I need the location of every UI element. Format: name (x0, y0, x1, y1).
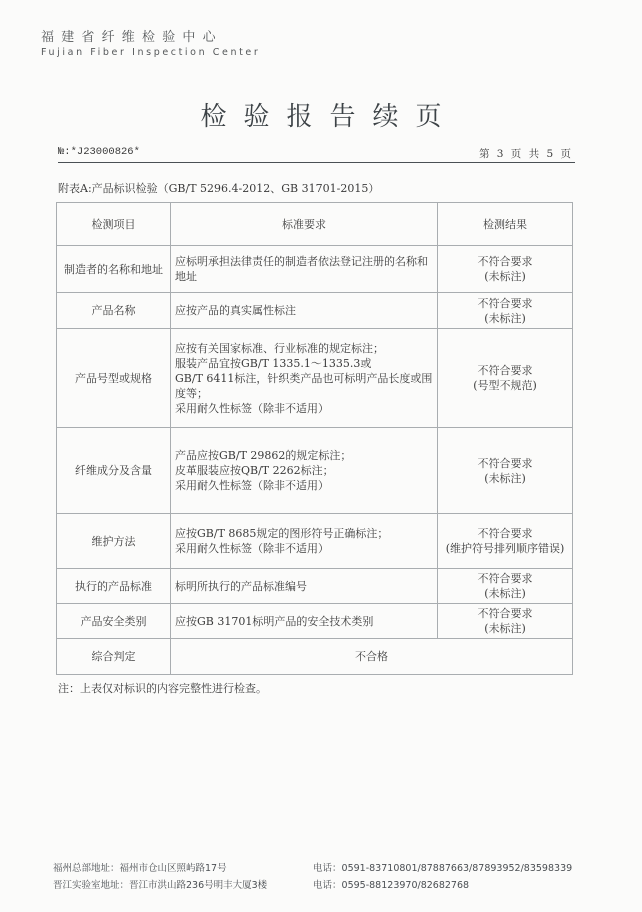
result-status: 不符合要求 (477, 296, 533, 310)
appendix-title: 附表A:产品标识检验（GB/T 5296.4-2012、GB 31701-2015） (58, 182, 380, 195)
result-reason: (未标注) (484, 587, 526, 600)
result-reason: (维护符号排列顺序错误) (445, 542, 565, 555)
table-row (57, 604, 573, 639)
result-reason: (号型不规范) (473, 379, 537, 392)
requirement-line: 产品应按GB/T 29862的规定标注； (175, 449, 352, 462)
table-row (57, 329, 573, 428)
table-note: 注：上表仅对标识的内容完整性进行检查。 (58, 682, 267, 695)
lab-phone: 电话：0595-88123970/82682768 (313, 880, 470, 891)
table-row (57, 428, 573, 514)
seal-stamp-fragment (624, 350, 634, 470)
header-result: 检测结果 (438, 203, 573, 246)
row-requirement (171, 329, 438, 428)
verdict-label: 综合判定 (57, 639, 171, 675)
requirement-line: 应标明承担法律责任的制造者依法登记注册的名称和地址 (175, 255, 428, 283)
inspection-table (56, 202, 573, 675)
table-row (57, 514, 573, 569)
result-reason: (未标注) (484, 622, 526, 635)
table-body (57, 246, 573, 675)
result-reason: (未标注) (484, 270, 526, 283)
verdict-row (57, 639, 573, 675)
requirement-line: 应按GB 31701标明产品的安全技术类别 (175, 614, 374, 628)
result-status: 不符合要求 (477, 527, 533, 540)
row-requirement (171, 569, 438, 604)
row-requirement (171, 293, 438, 329)
page-info: 第 3 页 共 5 页 (478, 148, 573, 160)
footer-hq (53, 860, 572, 877)
header-requirement: 标准要求 (171, 203, 438, 246)
requirement-line: 应按GB/T 8685规定的图形符号正确标注； (175, 527, 389, 540)
footer-lab (53, 877, 572, 894)
row-result (438, 293, 573, 329)
org-header (41, 30, 260, 60)
row-result (438, 428, 573, 514)
hq-phone: 电话：0591-83710801/87887663/87893952/83598339 (313, 863, 573, 874)
header-item: 检测项目 (57, 203, 171, 246)
result-status: 不符合要求 (477, 572, 533, 585)
result-reason: (未标注) (484, 311, 526, 325)
result-status: 不符合要求 (477, 255, 533, 268)
row-result (438, 569, 573, 604)
table-header-row (57, 203, 573, 246)
requirement-line: 皮革服装应按QB/T 2262标注； (175, 464, 334, 477)
row-requirement (171, 428, 438, 514)
row-item: 制造者的名称和地址 (57, 246, 171, 293)
row-item: 维护方法 (57, 514, 171, 569)
requirement-line: 标明所执行的产品标准编号 (175, 579, 307, 593)
hq-address: 福州总部地址：福州市仓山区照屿路17号 (53, 863, 227, 874)
row-item: 执行的产品标准 (57, 569, 171, 604)
requirement-line: 采用耐久性标签（除非不适用） (175, 401, 329, 415)
table-row (57, 293, 573, 329)
org-name-cn: 福建省纤维检验中心 (41, 30, 223, 45)
footer (53, 860, 572, 894)
row-requirement (171, 514, 438, 569)
requirement-line: 应按有关国家标准、行业标准的规定标注； (175, 341, 384, 355)
verdict-value: 不合格 (171, 639, 573, 675)
row-item: 纤维成分及含量 (57, 428, 171, 514)
requirement-line: 服装产品宜按GB/T 1335.1～1335.3或 (175, 356, 372, 370)
result-status: 不符合要求 (477, 607, 533, 620)
row-result (438, 514, 573, 569)
row-item: 产品安全类别 (57, 604, 171, 639)
row-result (438, 246, 573, 293)
report-number: №:*J23000826* (58, 146, 140, 158)
table-row (57, 246, 573, 293)
requirement-line: 采用耐久性标签（除非不适用） (175, 479, 329, 492)
requirement-line: 采用耐久性标签（除非不适用） (175, 542, 329, 555)
row-result (438, 604, 573, 639)
requirement-line: 应按产品的真实属性标注 (175, 304, 296, 317)
result-status: 不符合要求 (477, 456, 533, 470)
page-title: 检验报告续页 (200, 102, 459, 132)
row-requirement (171, 246, 438, 293)
result-reason: (未标注) (484, 471, 526, 485)
lab-address: 晋江实验室地址：晋江市洪山路236号明丰大厦3楼 (53, 880, 268, 891)
row-result (438, 329, 573, 428)
report-number-line (58, 146, 575, 163)
row-item: 产品名称 (57, 293, 171, 329)
row-item: 产品号型或规格 (57, 329, 171, 428)
requirement-line: GB/T 6411标注，针织类产品也可标明产品长度或围度等； (175, 371, 433, 400)
result-status: 不符合要求 (477, 364, 533, 377)
org-name-en: Fujian Fiber Inspection Center (41, 47, 261, 58)
table-row (57, 569, 573, 604)
row-requirement (171, 604, 438, 639)
